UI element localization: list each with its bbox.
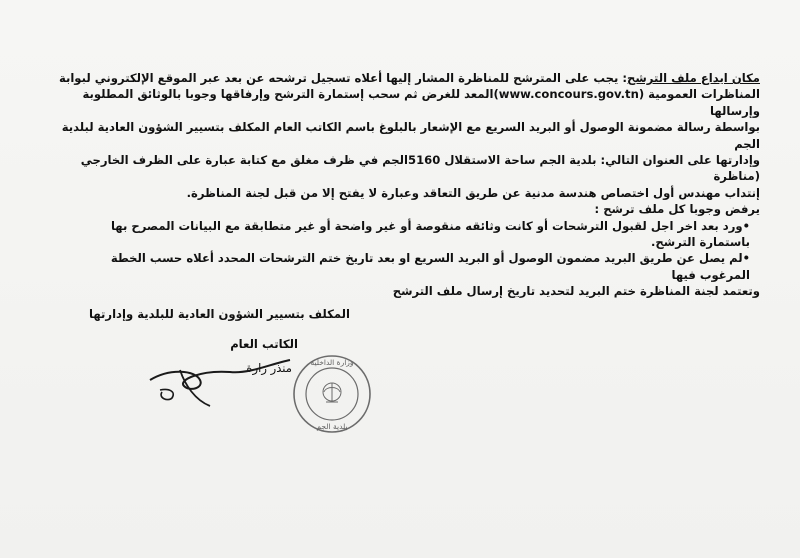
submission-line-5: إنتداب مهندس أول اختصاص هندسة مدنية عن طريق التعاقد وعبارة لا يفتح إلا من قبل لجنة المناظرة.	[186, 185, 760, 200]
document-body	[58, 70, 760, 300]
official-stamp	[290, 352, 374, 436]
rejection-item-2: •لم يصل عن طريق البريد مضمون الوصول أو البريد السريع او بعد تاريخ ختم الترشحات المحدد أعلاه حسب الخطة المرغوب فيها	[110, 251, 750, 282]
rejection-list	[58, 218, 760, 300]
signatory-name: منذر زارة	[246, 361, 292, 375]
signatory-role: الكاتب العام	[230, 337, 298, 351]
stamp-top-text: وزارة الداخلية	[310, 358, 354, 367]
submission-line-4: وإدارتها على العنوان التالي: بلدية الجم ساحة الاستقلال 5160الجم في ظرف مغلق مع كتابة عبارة على الظرف الخارجي (مناظرة	[80, 153, 760, 184]
submission-line-2: المناظرات العمومية (www.concours.gov.tn)المعد للغرض ثم سحب إستمارة الترشح وإرفاقها وجوبا بالوثائق المطلوبة وإرسالها	[82, 87, 760, 118]
rejection-item-2-continued: وتعتمد لجنة المناظرة ختم البريد لتحديد تاريخ إرسال ملف الترشح	[392, 284, 760, 299]
handwritten-signature	[140, 340, 300, 420]
submission-place-label: مكان ايداع ملف الترشح	[627, 71, 760, 85]
paragraph-submission-place	[58, 70, 760, 86]
submission-line-1: : يجب على المترشح للمناظرة المشار إليها أعلاه تسجيل ترشحه عن بعد عبر الموقع الإلكتروني لبوابة	[58, 71, 628, 85]
rejection-heading: يرفض وجوبا كل ملف ترشح :	[594, 202, 760, 217]
rejection-item-1: •ورد بعد اخر اجل لقبول الترشحات أو كانت وثائقه منقوصة أو غير واضحة أو غير متطابقة مع البيانات المصرح بها باستمارة الترشح.	[110, 218, 750, 250]
signatory-title: المكلف بتسيير الشؤون العادية للبلدية وإدارتها	[89, 307, 350, 321]
submission-line-3: بواسطة رسالة مضمونة الوصول أو البريد السريع مع الإشعار بالبلوغ باسم الكاتب العام المكلف بتسيير الشؤون العادية لبلدية الجم	[61, 120, 760, 151]
stamp-bottom-text: بلدية الجم	[316, 422, 348, 431]
